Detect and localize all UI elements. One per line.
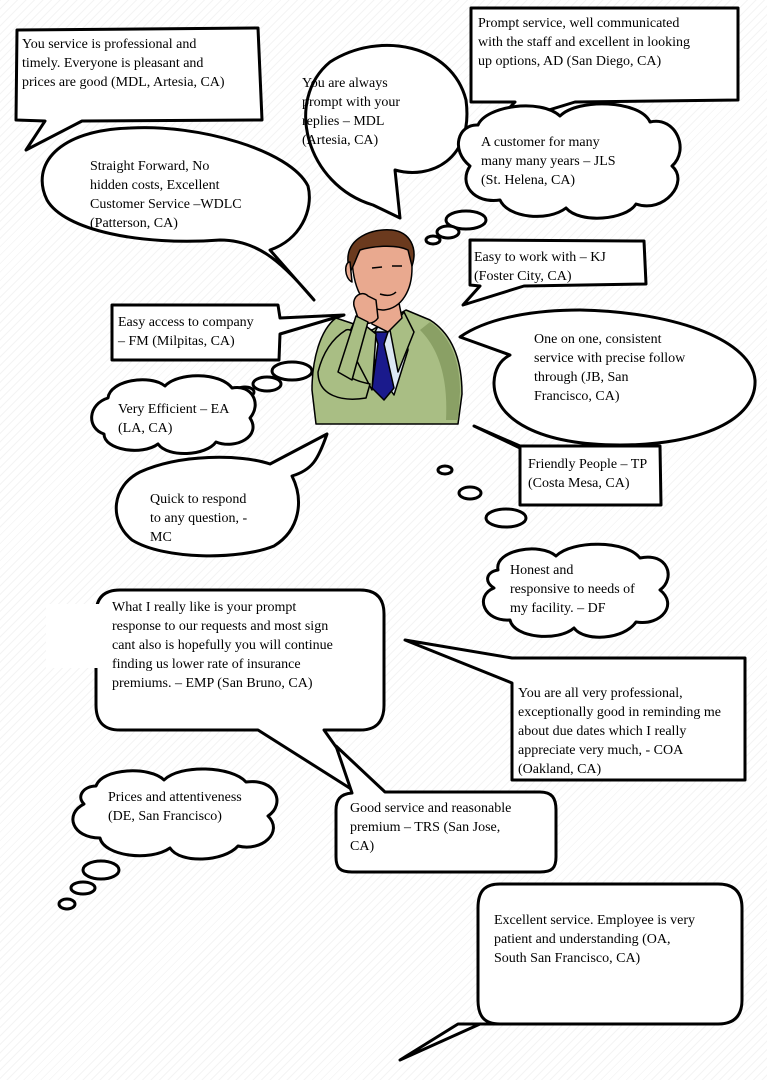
- testimonial-jls-customer: A customer for many many many years – JLS (St. Helena, CA): [481, 135, 616, 188]
- testimonial-kj-easy-to-work: Easy to work with – KJ (Foster City, CA): [474, 250, 606, 284]
- testimonial-ea-very-efficient: Very Efficient – EA (LA, CA): [118, 402, 230, 436]
- testimonial-emp-really-like: What I really like is your prompt response to our requests and most sign cant also is hopefully you will continue finding us lower rate of insurance premiums. – EMP (San Bruno, CA): [112, 600, 333, 691]
- testimonial-tp-friendly-people: Friendly People – TP (Costa Mesa, CA): [528, 457, 648, 491]
- testimonial-trs-good-service: Good service and reasonable premium – TRS (San Jose, CA): [350, 801, 512, 854]
- testimonial-df-honest: Honest and responsive to needs of my facility. – DF: [510, 563, 635, 616]
- testimonial-mdl-prompt-replies: You are always prompt with your replies – MDL (Artesia, CA): [302, 76, 400, 148]
- eye-left: [372, 267, 382, 268]
- testimonial-fm-easy-access: Easy access to company – FM (Milpitas, CA): [118, 315, 254, 349]
- testimonial-oa-excellent-service: Excellent service. Employee is very patient and understanding (OA, South San Francisco, CA): [494, 913, 695, 966]
- white-patch: [46, 604, 104, 668]
- testimonial-ad-prompt-service: Prompt service, well communicated with the staff and excellent in looking up options, AD (San Diego, CA): [478, 16, 691, 69]
- thinking-businessman-figure: [312, 230, 462, 424]
- testimonial-wdlc-straight-forward: Straight Forward, No hidden costs, Excellent Customer Service –WDLC (Patterson, CA): [90, 159, 242, 231]
- cloud-dots-friendly: [438, 466, 526, 527]
- testimonial-de-prices: Prices and attentiveness (DE, San Francisco): [108, 790, 242, 824]
- testimonial-mdl-professional: You service is professional and timely. Everyone is pleasant and prices are good (MDL, Artesia, CA): [22, 37, 225, 90]
- testimonial-coa-very-professional: You are all very professional, exceptionally good in reminding me about due dates which I really appreciate very much, - COA (Oakland, CA): [518, 686, 721, 777]
- testimonial-mc-quick-respond: Quick to respond to any question, - MC: [150, 492, 248, 545]
- testimonial-jb-one-on-one: One on one, consistent service with precise follow through (JB, San Francisco, CA): [534, 332, 686, 404]
